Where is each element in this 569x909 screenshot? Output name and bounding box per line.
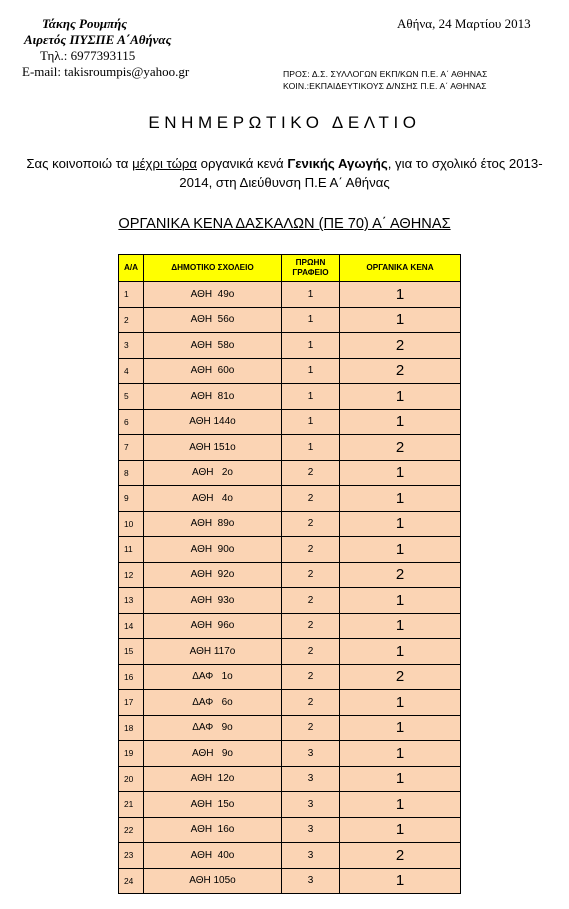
table-row <box>119 690 461 716</box>
cell-aa: 19 <box>119 741 144 767</box>
cell-former-office: 2 <box>282 664 340 690</box>
cell-school: ΑΘΗ 16ο <box>144 817 282 843</box>
table-row <box>119 868 461 894</box>
table-row <box>119 511 461 537</box>
cell-aa: 5 <box>119 384 144 410</box>
recipient-to: ΠΡΟΣ: Δ.Σ. ΣΥΛΛΟΓΩΝ ΕΚΠ/ΚΩΝ Π.Ε. Α΄ ΑΘΗΝΑΣ <box>283 69 488 79</box>
cell-former-office: 3 <box>282 741 340 767</box>
table-row <box>119 435 461 461</box>
cell-vacancies: 2 <box>340 562 461 588</box>
cell-school: ΑΘΗ 89ο <box>144 511 282 537</box>
cell-vacancies: 1 <box>340 588 461 614</box>
table-row <box>119 537 461 563</box>
cell-aa: 2 <box>119 307 144 333</box>
cell-vacancies: 1 <box>340 690 461 716</box>
table-row <box>119 460 461 486</box>
cell-former-office: 1 <box>282 435 340 461</box>
table-row <box>119 639 461 665</box>
cell-former-office: 1 <box>282 384 340 410</box>
cell-aa: 18 <box>119 715 144 741</box>
cell-vacancies: 2 <box>340 435 461 461</box>
sender-phone: Τηλ.: 6977393115 <box>40 48 136 63</box>
intro-underlined: μέχρι τώρα <box>132 156 198 171</box>
header-school: ΔΗΜΟΤΙΚΟ ΣΧΟΛΕΙΟ <box>144 255 282 282</box>
cell-school: ΑΘΗ 151ο <box>144 435 282 461</box>
cell-vacancies: 1 <box>340 537 461 563</box>
table-title: ΟΡΓΑΝΙΚΑ ΚΕΝΑ ΔΑΣΚΑΛΩΝ (ΠΕ 70) Α΄ ΑΘΗΝΑΣ <box>118 216 451 232</box>
cell-school: ΑΘΗ 4ο <box>144 486 282 512</box>
cell-former-office: 2 <box>282 562 340 588</box>
table-row <box>119 562 461 588</box>
cell-school: ΑΘΗ 15ο <box>144 792 282 818</box>
cell-vacancies: 2 <box>340 843 461 869</box>
cell-school: ΑΘΗ 60ο <box>144 358 282 384</box>
table-row <box>119 766 461 792</box>
cell-school: ΑΘΗ 2ο <box>144 460 282 486</box>
cell-school: ΑΘΗ 56ο <box>144 307 282 333</box>
cell-vacancies: 1 <box>340 409 461 435</box>
cell-aa: 22 <box>119 817 144 843</box>
cell-school: ΑΘΗ 90ο <box>144 537 282 563</box>
header-aa: Α/Α <box>119 255 144 282</box>
cell-former-office: 2 <box>282 613 340 639</box>
cell-vacancies: 1 <box>340 486 461 512</box>
cell-aa: 6 <box>119 409 144 435</box>
cell-vacancies: 1 <box>340 613 461 639</box>
table-row <box>119 409 461 435</box>
cell-aa: 11 <box>119 537 144 563</box>
cell-school: ΑΘΗ 144ο <box>144 409 282 435</box>
cell-former-office: 1 <box>282 282 340 308</box>
cell-former-office: 1 <box>282 333 340 359</box>
header-vacancies: ΟΡΓΑΝΙΚΑ ΚΕΝΑ <box>340 255 461 282</box>
cell-aa: 23 <box>119 843 144 869</box>
cell-aa: 13 <box>119 588 144 614</box>
cell-former-office: 2 <box>282 639 340 665</box>
cell-school: ΑΘΗ 81ο <box>144 384 282 410</box>
cell-school: ΑΘΗ 40ο <box>144 843 282 869</box>
table-row <box>119 792 461 818</box>
table-row <box>119 741 461 767</box>
cell-former-office: 3 <box>282 868 340 894</box>
cell-vacancies: 1 <box>340 511 461 537</box>
cell-aa: 14 <box>119 613 144 639</box>
cell-vacancies: 1 <box>340 460 461 486</box>
cell-aa: 8 <box>119 460 144 486</box>
cell-vacancies: 1 <box>340 741 461 767</box>
sender-role: Αιρετός ΠΥΣΠΕ Α΄Αθήνας <box>24 32 172 47</box>
vacancies-table <box>118 254 461 894</box>
cell-vacancies: 1 <box>340 817 461 843</box>
intro-bold: Γενικής Αγωγής <box>287 156 388 171</box>
cell-aa: 21 <box>119 792 144 818</box>
cell-vacancies: 1 <box>340 307 461 333</box>
cell-vacancies: 1 <box>340 868 461 894</box>
table-row <box>119 817 461 843</box>
cell-school: ΔΑΦ 6ο <box>144 690 282 716</box>
cell-school: ΑΘΗ 58ο <box>144 333 282 359</box>
cell-vacancies: 1 <box>340 715 461 741</box>
cell-vacancies: 1 <box>340 282 461 308</box>
cell-school: ΑΘΗ 9ο <box>144 741 282 767</box>
cell-vacancies: 1 <box>340 766 461 792</box>
cell-aa: 3 <box>119 333 144 359</box>
header-former-office: ΠΡΩΗΝ ΓΡΑΦΕΙΟ <box>282 255 340 282</box>
cell-former-office: 2 <box>282 537 340 563</box>
table-row <box>119 384 461 410</box>
table-row <box>119 358 461 384</box>
table-row <box>119 333 461 359</box>
table-row <box>119 486 461 512</box>
table-row <box>119 664 461 690</box>
table-row <box>119 282 461 308</box>
cell-former-office: 2 <box>282 588 340 614</box>
cell-vacancies: 2 <box>340 333 461 359</box>
sender-email: E-mail: takisroumpis@yahoo.gr <box>22 64 190 79</box>
cell-aa: 4 <box>119 358 144 384</box>
cell-school: ΑΘΗ 12ο <box>144 766 282 792</box>
cell-aa: 9 <box>119 486 144 512</box>
intro-text-1: Σας κοινοποιώ τα <box>26 156 133 171</box>
document-date: Αθήνα, 24 Μαρτίου 2013 <box>397 16 531 31</box>
cell-former-office: 3 <box>282 792 340 818</box>
table-row <box>119 843 461 869</box>
cell-aa: 16 <box>119 664 144 690</box>
intro-paragraph <box>18 154 551 192</box>
cell-school: ΑΘΗ 49ο <box>144 282 282 308</box>
cell-aa: 7 <box>119 435 144 461</box>
cell-school: ΑΘΗ 96ο <box>144 613 282 639</box>
cell-former-office: 2 <box>282 690 340 716</box>
cell-former-office: 3 <box>282 766 340 792</box>
table-row <box>119 715 461 741</box>
table-header-row <box>119 255 461 282</box>
sender-name: Τάκης Ρουμπής <box>42 16 128 31</box>
cell-former-office: 2 <box>282 715 340 741</box>
cell-aa: 12 <box>119 562 144 588</box>
cell-school: ΑΘΗ 117ο <box>144 639 282 665</box>
table-row <box>119 588 461 614</box>
cell-aa: 10 <box>119 511 144 537</box>
cell-former-office: 1 <box>282 307 340 333</box>
document-title: ΕΝΗΜΕΡΩΤΙΚΟ ΔΕΛΤΙΟ <box>148 113 421 132</box>
cell-former-office: 1 <box>282 409 340 435</box>
intro-text-2: οργανικά κενά <box>197 156 288 171</box>
cell-school: ΔΑΦ 9ο <box>144 715 282 741</box>
cell-vacancies: 1 <box>340 639 461 665</box>
cell-aa: 20 <box>119 766 144 792</box>
cell-former-office: 3 <box>282 843 340 869</box>
cell-former-office: 1 <box>282 358 340 384</box>
cell-vacancies: 1 <box>340 792 461 818</box>
cell-aa: 17 <box>119 690 144 716</box>
cell-aa: 1 <box>119 282 144 308</box>
cell-former-office: 2 <box>282 511 340 537</box>
cell-former-office: 3 <box>282 817 340 843</box>
cell-aa: 15 <box>119 639 144 665</box>
table-row <box>119 307 461 333</box>
cell-school: ΑΘΗ 105ο <box>144 868 282 894</box>
cell-vacancies: 2 <box>340 358 461 384</box>
cell-vacancies: 2 <box>340 664 461 690</box>
sender-block <box>22 16 189 80</box>
recipient-cc: ΚΟΙΝ.:ΕΚΠΑΙΔΕΥΤΙΚΟΥΣ Δ/ΝΣΗΣ Π.Ε. Α΄ ΑΘΗΝΑΣ <box>283 81 487 91</box>
cell-school: ΔΑΦ 1ο <box>144 664 282 690</box>
cell-former-office: 2 <box>282 486 340 512</box>
cell-school: ΑΘΗ 93ο <box>144 588 282 614</box>
recipients-block <box>283 68 487 92</box>
cell-aa: 24 <box>119 868 144 894</box>
intro-text-3: , για το σχολικό έτος 2013-2014, στη Διεύθυνση Π.Ε Α΄ Αθήνας <box>179 156 543 190</box>
cell-school: ΑΘΗ 92ο <box>144 562 282 588</box>
cell-former-office: 2 <box>282 460 340 486</box>
cell-vacancies: 1 <box>340 384 461 410</box>
table-row <box>119 613 461 639</box>
